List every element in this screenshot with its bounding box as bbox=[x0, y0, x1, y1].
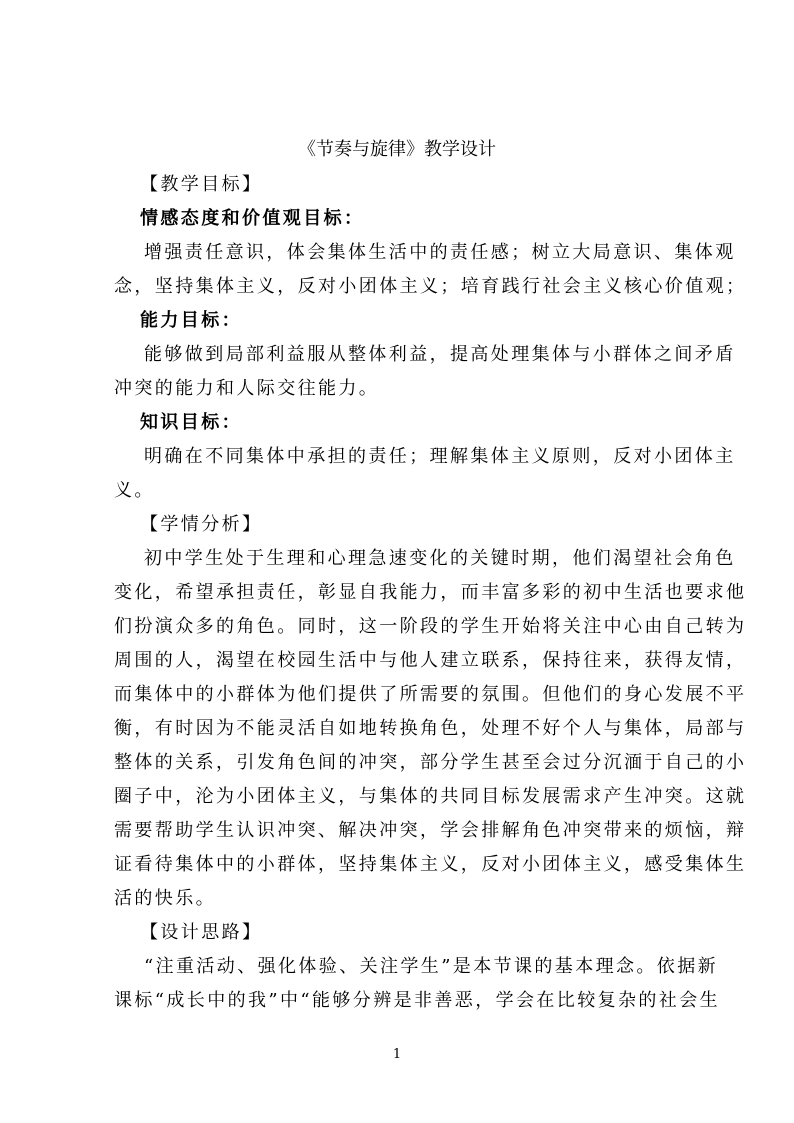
paragraph-line: 增强责任意识，体会集体生活中的责任感；树立大局意识、集体观 bbox=[144, 242, 736, 263]
paragraph-line: 们扮演众多的角色。同时，这一阶段的学生开始将关注中心由自己转为 bbox=[114, 616, 747, 637]
paragraph-line: “注重活动、强化体验、关注学生”是本节课的基本理念。依据新 bbox=[144, 956, 719, 977]
paragraph-line: 能够做到局部利益服从整体利益，提高处理集体与小群体之间矛盾 bbox=[144, 344, 736, 365]
paragraph-line: 变化，希望承担责任，彰显自我能力，而丰富多彩的初中生活也要求他 bbox=[114, 582, 747, 603]
section-heading-analysis: 【学情分析】 bbox=[140, 514, 263, 535]
paragraph-line: 证看待集体中的小群体，坚持集体主义，反对小团体主义，感受集体生 bbox=[114, 854, 747, 875]
document-body bbox=[114, 168, 747, 1018]
paragraph-line: 课标“成长中的我”中“能够分辨是非善恶，学会在比较复杂的社会生 bbox=[114, 990, 721, 1011]
paragraph-line: 圈子中，沦为小团体主义，与集体的共同目标发展需求产生冲突。这就 bbox=[114, 786, 747, 807]
document-title: 《节奏与旋律》教学设计 bbox=[298, 139, 496, 160]
subheading-ability: 能力目标： bbox=[140, 310, 242, 331]
paragraph-line: 念，坚持集体主义，反对小团体主义；培育践行社会主义核心价值观； bbox=[114, 276, 747, 297]
paragraph-line: 而集体中的小群体为他们提供了所需要的氛围。但他们的身心发展不平 bbox=[114, 684, 747, 705]
page-number: 1 bbox=[392, 1047, 402, 1062]
paragraph-line: 冲突的能力和人际交往能力。 bbox=[114, 378, 380, 399]
subheading-emotion: 情感态度和价值观目标： bbox=[140, 208, 365, 229]
paragraph-line: 周围的人，渴望在校园生活中与他人建立联系，保持往来，获得友情， bbox=[114, 650, 747, 671]
paragraph-line: 整体的关系，引发角色间的冲突，部分学生甚至会过分沉湎于自己的小 bbox=[114, 752, 747, 773]
section-heading-goals: 【教学目标】 bbox=[140, 174, 263, 195]
paragraph-line: 需要帮助学生认识冲突、解决冲突，学会排解角色冲突带来的烦恼，辩 bbox=[114, 820, 747, 841]
paragraph-line: 义。 bbox=[114, 480, 155, 501]
paragraph-line: 衡，有时因为不能灵活自如地转换角色，处理不好个人与集体，局部与 bbox=[114, 718, 747, 739]
paragraph-line: 活的快乐。 bbox=[114, 888, 216, 909]
section-heading-design: 【设计思路】 bbox=[140, 922, 263, 943]
paragraph-line: 初中学生处于生理和心理急速变化的关键时期，他们渴望社会角色 bbox=[144, 548, 736, 569]
paragraph-line: 明确在不同集体中承担的责任；理解集体主义原则，反对小团体主 bbox=[144, 446, 736, 467]
subheading-knowledge: 知识目标： bbox=[140, 412, 242, 433]
